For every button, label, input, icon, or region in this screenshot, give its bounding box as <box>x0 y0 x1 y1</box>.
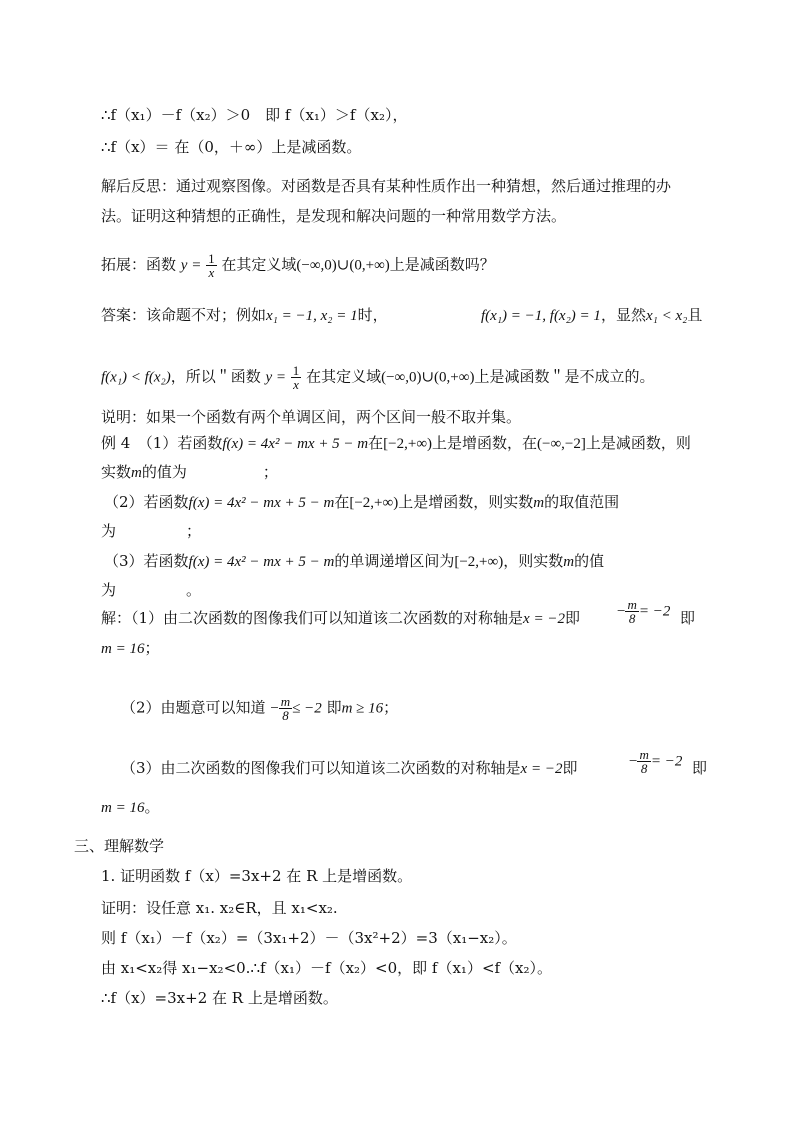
answer-line-right <box>481 305 702 326</box>
text-span: ； <box>186 522 202 540</box>
text-span: ； <box>383 698 399 717</box>
text-line: 法。证明这种猜想的正确性，是发现和解决问题的一种常用数学方法。 <box>101 207 567 225</box>
text-span: 的单调递增区间为 <box>334 552 455 570</box>
math-expr: y = <box>265 369 287 386</box>
numerator: m <box>627 597 637 612</box>
example-4-part2 <box>104 492 619 513</box>
proof-line: 证明：设任意 x₁. x₂∈R，且 x₁<x₂. <box>101 899 338 917</box>
answer-line <box>101 305 388 326</box>
math-expr: m <box>563 554 575 570</box>
text-span: ，则实数 <box>503 552 564 570</box>
text-span: 上是减函数吗？ <box>389 255 495 274</box>
text-span: 解：（1）由二次函数的图像我们可以知道该二次函数的对称轴是 <box>101 609 524 627</box>
math-expr: (−∞,0)∪(0,+∞) <box>381 369 475 386</box>
numerator: m <box>639 747 649 762</box>
math-expr: = −2 <box>650 753 683 770</box>
math-expr: (−∞,0)∪(0,+∞) <box>296 257 390 274</box>
text-span: 。 <box>186 581 202 599</box>
fraction <box>637 748 650 775</box>
solution-3-result <box>101 797 159 818</box>
text-span: 在 <box>334 493 350 511</box>
text-line: ∴f（x₁）－f（x₂）＞0 即 f（x₁）＞f（x₂）， <box>101 106 408 124</box>
text-span: 的值为 <box>141 463 187 481</box>
math-expr: y = <box>180 257 202 274</box>
text-span: 在其定义域 <box>221 255 297 274</box>
math-expr: [−2,+∞) <box>349 495 399 511</box>
math-expr: f(x) = 4x² − mx + 5 − m <box>222 436 369 452</box>
text-span: （3）由二次函数的图像我们可以知道该二次函数的对称轴是 <box>121 759 521 777</box>
text-span: （2）由题意可以知道 <box>121 698 266 717</box>
text-span: 在其定义域 <box>306 367 382 386</box>
text-span: 的值 <box>574 552 605 570</box>
text-span: ，所以＂函数 <box>170 367 261 386</box>
text-span: 上是增函数，则实数 <box>398 493 534 511</box>
numerator: 1 <box>208 251 215 266</box>
text-span: 时， <box>357 306 388 324</box>
text-span: 。 <box>144 798 160 816</box>
text-span: ； <box>144 639 160 657</box>
example-4-part3 <box>104 551 604 572</box>
text-line: 解后反思：通过观察图像。对函数是否具有某种性质作出一种猜想，然后通过推理的办 <box>101 177 672 195</box>
fraction <box>279 695 292 722</box>
text-span: （2）若函数 <box>104 493 189 511</box>
example-4-part1-cont <box>101 462 278 483</box>
denominator: 8 <box>625 611 638 625</box>
text-span: 即 <box>692 759 708 777</box>
math-expr: m = 16 <box>101 641 145 657</box>
text-span: 为 <box>101 522 117 540</box>
fraction <box>625 598 638 625</box>
text-line: ∴f（x）＝ 在（0，＋∞）上是减函数。 <box>101 138 362 156</box>
math-expr: x = −2 <box>523 611 565 627</box>
text-span: 在 <box>368 434 384 452</box>
solution-1-frac <box>617 598 670 625</box>
math-expr: f(x₁) = −1, f(x₂) = 1 <box>481 308 601 324</box>
section-heading: 三、理解数学 <box>74 837 165 855</box>
denominator: x <box>206 265 217 279</box>
text-span: ； <box>262 463 278 481</box>
text-span: 答案：该命题不对；例如 <box>101 306 267 324</box>
text-span: 且 <box>687 306 703 324</box>
answer-conclusion <box>101 364 654 391</box>
text-line: 说明：如果一个函数有两个单调区间，两个区间一般不取并集。 <box>101 408 522 426</box>
math-expr: m = 16 <box>101 800 145 816</box>
text-span: 即 <box>680 609 696 627</box>
math-expr: x₁ < x₂ <box>645 308 688 324</box>
math-expr: ≤ −2 <box>292 700 322 717</box>
example-4-part2-cont <box>101 521 201 541</box>
text-span: 拓展：函数 <box>101 255 177 274</box>
text-span: 为 <box>101 581 117 599</box>
solution-1 <box>101 608 580 629</box>
text-span: 例 4 （1）若函数 <box>101 434 223 452</box>
numerator: m <box>280 694 291 709</box>
denominator: 8 <box>637 761 650 775</box>
fraction <box>291 364 302 391</box>
math-expr: x₁ = −1, x₂ = 1 <box>266 308 358 324</box>
text-span: 上是减函数＂是不成立的。 <box>474 367 655 386</box>
text-span: 上是减函数，则 <box>585 434 691 452</box>
math-expr: − <box>629 753 638 770</box>
math-expr: m <box>131 465 142 481</box>
math-expr: x = −2 <box>520 761 563 777</box>
solution-3-frac <box>629 748 682 775</box>
text-span: 即 <box>564 609 580 627</box>
math-expr: f(x₁) < f(x₂) <box>101 369 171 386</box>
example-4-part3-cont <box>101 580 201 600</box>
proof-line: ∴f（x）=3x+2 在 R 上是增函数。 <box>101 989 338 1007</box>
math-expr: m ≥ 16 <box>341 700 384 717</box>
text-span: ，显然 <box>600 306 646 324</box>
proof-line: 由 x₁<x₂得 x₁−x₂<0.∴f（x₁）－f（x₂）<0，即 f（x₁）<f（x₂）。 <box>101 959 553 977</box>
solution-3 <box>121 758 577 779</box>
proof-line: 则 f（x₁）－f（x₂）=（3x₁+2）－（3x²+2）=3（x₁−x₂）。 <box>101 929 517 947</box>
math-expr: [−2,+∞) <box>383 436 433 452</box>
math-expr: m <box>533 495 545 511</box>
denominator: x <box>291 377 302 391</box>
solution-2 <box>121 695 398 722</box>
math-expr: f(x) = 4x² − mx + 5 − m <box>188 495 335 511</box>
math-expr: − <box>270 700 279 717</box>
math-expr: − <box>617 603 626 620</box>
text-span: 上是增函数，在 <box>432 434 538 452</box>
example-4-part1 <box>101 433 691 454</box>
math-expr: = −2 <box>638 603 671 620</box>
extension-question <box>101 252 495 279</box>
math-expr: (−∞,−2] <box>537 436 586 452</box>
text-span: （3）若函数 <box>104 552 189 570</box>
denominator: 8 <box>279 708 292 722</box>
numerator: 1 <box>292 363 300 378</box>
text-span: 实数 <box>101 463 132 481</box>
text-span: 的取值范围 <box>544 493 620 511</box>
problem-line: 1. 证明函数 f（x）=3x+2 在 R 上是增函数。 <box>101 867 413 885</box>
math-expr: f(x) = 4x² − mx + 5 − m <box>188 554 335 570</box>
text-span: 即 <box>326 698 342 717</box>
text-span: 即 <box>562 759 578 777</box>
math-expr: [−2,+∞) <box>454 554 504 570</box>
fraction <box>206 252 217 279</box>
solution-1-result <box>101 638 159 659</box>
